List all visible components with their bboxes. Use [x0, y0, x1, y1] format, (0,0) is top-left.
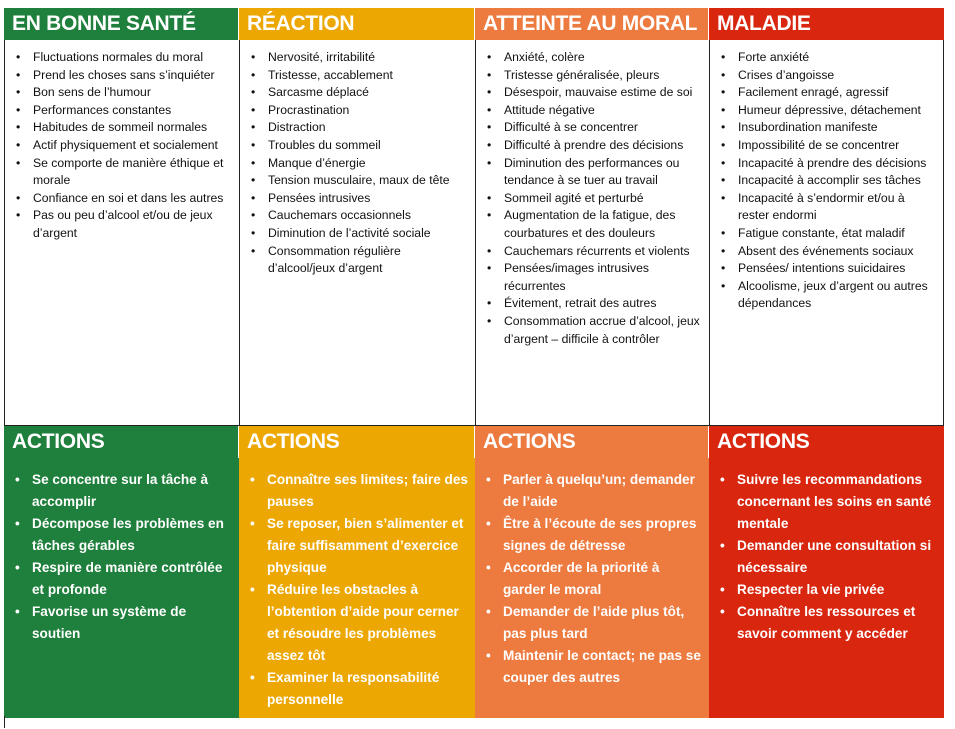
list-item: • Respire de manière contrôlée et profonde: [32, 557, 235, 601]
list-item: • Se concentre sur la tâche à accomplir: [32, 469, 235, 513]
list-item: • Suivre les recommandations concernant les soins en santé mentale: [737, 469, 940, 535]
actions-title-illness: ACTIONS: [709, 426, 944, 458]
list-item: • Cauchemars récurrents et violents: [504, 243, 705, 261]
actions-cell-illness: [709, 458, 944, 718]
list-item: • Connaître ses limites; faire des pauses: [267, 469, 471, 513]
signs-row: [4, 40, 944, 426]
list-item: • Performances constantes: [33, 102, 235, 120]
column-title-illness: MALADIE: [709, 8, 944, 40]
signs-cell-healthy: [4, 40, 239, 426]
list-item: • Attitude négative: [504, 102, 705, 120]
list-item: • Tension musculaire, maux de tête: [268, 172, 471, 190]
list-item: • Distraction: [268, 119, 471, 137]
list-item: • Absent des événements sociaux: [738, 243, 939, 261]
signs-list: [710, 40, 943, 313]
actions-cell-healthy: [4, 458, 239, 718]
list-item: • Décompose les problèmes en tâches gérables: [32, 513, 235, 557]
list-item: • Difficulté à prendre des décisions: [504, 137, 705, 155]
list-item: • Augmentation de la fatigue, des courbatures et des douleurs: [504, 207, 705, 242]
actions-list: [239, 458, 475, 711]
list-item: • Anxiété, colère: [504, 49, 705, 67]
list-item: • Demander de l’aide plus tôt, pas plus tard: [503, 601, 705, 645]
list-item: • Diminution des performances ou tendance à se tuer au travail: [504, 155, 705, 190]
list-item: • Sommeil agité et perturbé: [504, 190, 705, 208]
actions-title-reaction: ACTIONS: [239, 426, 475, 458]
signs-cell-illness: [709, 40, 944, 426]
signs-list: [5, 40, 239, 243]
list-item: • Pensées/images intrusives récurrentes: [504, 260, 705, 295]
list-item: • Alcoolisme, jeux d’argent ou autres dépendances: [738, 278, 939, 313]
list-item: • Être à l’écoute de ses propres signes de détresse: [503, 513, 705, 557]
column-title-healthy: EN BONNE SANTÉ: [4, 8, 239, 40]
list-item: • Manque d’énergie: [268, 155, 471, 173]
list-item: • Évitement, retrait des autres: [504, 295, 705, 313]
signs-cell-reaction: [239, 40, 475, 426]
list-item: • Pensées/ intentions suicidaires: [738, 260, 939, 278]
list-item: • Difficulté à se concentrer: [504, 119, 705, 137]
signs-cell-injured: [475, 40, 709, 426]
list-item: • Parler à quelqu’un; demander de l’aide: [503, 469, 705, 513]
list-item: • Troubles du sommeil: [268, 137, 471, 155]
list-item: • Consommation accrue d’alcool, jeux d’argent – difficile à contrôler: [504, 313, 705, 348]
list-item: • Consommation régulière d’alcool/jeux d’argent: [268, 243, 471, 278]
list-item: • Désespoir, mauvaise estime de soi: [504, 84, 705, 102]
actions-cell-reaction: [239, 458, 475, 718]
actions-title-healthy: ACTIONS: [4, 426, 239, 458]
list-item: • Sarcasme déplacé: [268, 84, 471, 102]
signs-list: [240, 40, 475, 278]
actions-list: [4, 458, 239, 645]
actions-row: [4, 458, 944, 718]
list-item: • Pensées intrusives: [268, 190, 471, 208]
list-item: • Favorise un système de soutien: [32, 601, 235, 645]
list-item: • Insubordination manifeste: [738, 119, 939, 137]
mental-health-continuum-table: [4, 8, 944, 718]
list-item: • Procrastination: [268, 102, 471, 120]
list-item: • Actif physiquement et socialement: [33, 137, 235, 155]
list-item: • Examiner la responsabilité personnelle: [267, 667, 471, 711]
list-item: • Accorder de la priorité à garder le moral: [503, 557, 705, 601]
list-item: • Incapacité à prendre des décisions: [738, 155, 939, 173]
list-item: • Forte anxiété: [738, 49, 939, 67]
list-item: • Se comporte de manière éthique et morale: [33, 155, 235, 190]
list-item: • Diminution de l’activité sociale: [268, 225, 471, 243]
signs-list: [476, 40, 709, 348]
list-item: • Réduire les obstacles à l’obtention d’aide pour cerner et résoudre les problèmes assez tôt: [267, 579, 471, 667]
list-item: • Bon sens de l’humour: [33, 84, 235, 102]
list-item: • Prend les choses sans s’inquiéter: [33, 67, 235, 85]
column-title-reaction: RÉACTION: [239, 8, 475, 40]
list-item: • Crises d’angoisse: [738, 67, 939, 85]
list-item: • Humeur dépressive, détachement: [738, 102, 939, 120]
list-item: • Connaître les ressources et savoir comment y accéder: [737, 601, 940, 645]
list-item: • Pas ou peu d’alcool et/ou de jeux d’argent: [33, 207, 235, 242]
list-item: • Maintenir le contact; ne pas se couper des autres: [503, 645, 705, 689]
list-item: • Tristesse généralisée, pleurs: [504, 67, 705, 85]
table-edge-line: [4, 716, 5, 728]
list-item: • Demander une consultation si nécessaire: [737, 535, 940, 579]
list-item: • Impossibilité de se concentrer: [738, 137, 939, 155]
list-item: • Confiance en soi et dans les autres: [33, 190, 235, 208]
actions-title-injured: ACTIONS: [475, 426, 709, 458]
actions-list: [709, 458, 944, 645]
list-item: • Fluctuations normales du moral: [33, 49, 235, 67]
list-item: • Se reposer, bien s’alimenter et faire suffisamment d’exercice physique: [267, 513, 471, 579]
list-item: • Fatigue constante, état maladif: [738, 225, 939, 243]
header-row: [4, 8, 944, 40]
list-item: • Facilement enragé, agressif: [738, 84, 939, 102]
list-item: • Respecter la vie privée: [737, 579, 940, 601]
list-item: • Habitudes de sommeil normales: [33, 119, 235, 137]
actions-list: [475, 458, 709, 689]
list-item: • Cauchemars occasionnels: [268, 207, 471, 225]
column-title-injured: ATTEINTE AU MORAL: [475, 8, 709, 40]
list-item: • Incapacité à s’endormir et/ou à rester endormi: [738, 190, 939, 225]
list-item: • Incapacité à accomplir ses tâches: [738, 172, 939, 190]
list-item: • Tristesse, accablement: [268, 67, 471, 85]
actions-header-row: [4, 426, 944, 458]
list-item: • Nervosité, irritabilité: [268, 49, 471, 67]
actions-cell-injured: [475, 458, 709, 718]
